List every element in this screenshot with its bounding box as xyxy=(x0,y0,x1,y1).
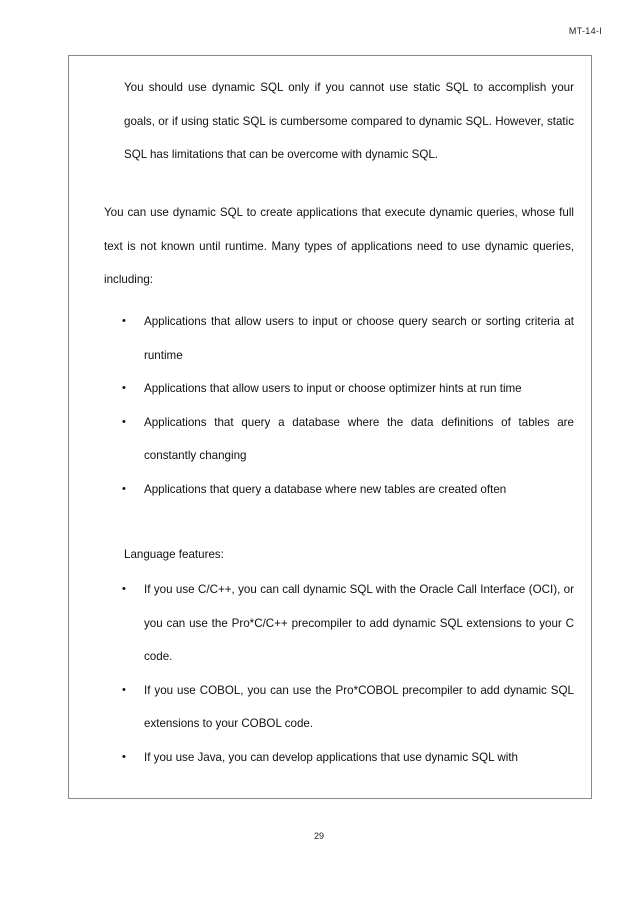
note-paragraph: You should use dynamic SQL only if you cannot use static SQL to accomplish your goals, or if using static SQL is cumbersome compared to dynamic SQL. However, static SQL has limitations that can be overcome with dynamic SQL. xyxy=(124,81,574,161)
query-types-list xyxy=(104,305,574,506)
language-features-list xyxy=(104,573,574,774)
list-item: • Applications that allow users to input or choose query search or sorting criteria at runtime xyxy=(104,305,574,372)
bullet-icon: • xyxy=(122,315,126,327)
language-features-label: Language features: xyxy=(124,548,224,561)
bullet-icon: • xyxy=(122,683,126,696)
list-item: • If you use COBOL, you can use the Pro*COBOL precompiler to add dynamic SQL extensions to your COBOL code. xyxy=(104,674,574,741)
bullet-icon: • xyxy=(122,750,126,763)
bullet-icon: • xyxy=(122,382,126,394)
bullet-icon: • xyxy=(122,482,126,495)
page-header-code: MT-14-I xyxy=(568,26,602,36)
list-item: • If you use C/C++, you can call dynamic SQL with the Oracle Call Interface (OCI), or you can use the Pro*C/C++ precompiler to add dynamic SQL extensions to your C code. xyxy=(104,573,574,674)
list-item: • Applications that query a database where new tables are created often xyxy=(104,473,574,507)
page-number: 29 xyxy=(313,831,324,841)
list-item: • Applications that allow users to input or choose optimizer hints at run time xyxy=(104,372,574,406)
bullet-icon: • xyxy=(122,415,126,428)
list-item: • If you use Java, you can develop applications that use dynamic SQL with xyxy=(104,741,574,775)
intro-paragraph: You can use dynamic SQL to create applications that execute dynamic queries, whose full text is not known until runtime. Many types of applications need to use dynamic queries, including: xyxy=(104,206,574,286)
bullet-icon: • xyxy=(122,583,126,595)
list-item: • Applications that query a database where the data definitions of tables are constantly changing xyxy=(104,406,574,473)
